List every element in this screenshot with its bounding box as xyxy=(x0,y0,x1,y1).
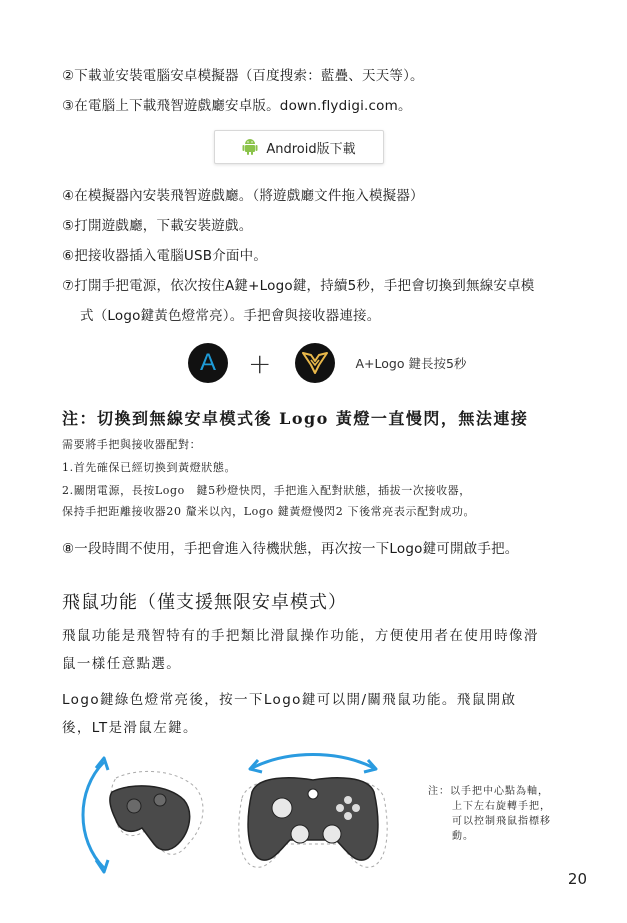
key-combo xyxy=(188,342,466,384)
step-8: ⑧一段時間不使用，手把會進入待機狀態，再次按一下Logo鍵可開啟手把。 xyxy=(62,541,519,557)
section-title: 飛鼠功能（僅支援無限安卓模式） xyxy=(62,592,347,613)
flydigi-logo-icon xyxy=(295,343,335,383)
note-line-1: 需要將手把與接收器配對： xyxy=(62,438,202,451)
mouse-usage-line-1: Logo鍵綠色燈常亮後，按一下Logo鍵可以開/關飛鼠功能。飛鼠開啟 xyxy=(62,692,517,708)
step-2: ②下載並安裝電腦安卓模擬器（百度搜索：藍疊、天天等）。 xyxy=(62,68,424,84)
key-combo-label: A+Logo 鍵長按5秒 xyxy=(355,356,467,371)
controller-side-illustration xyxy=(76,748,216,880)
step-7-line-2: 式（Logo鍵黃色燈常亮）。手把會與接收器連接。 xyxy=(80,308,381,324)
page-number: 20 xyxy=(567,870,587,888)
side-note-line-3: 可以控制飛鼠指標移 xyxy=(452,816,551,827)
side-note-line-4: 動。 xyxy=(452,831,474,842)
step-5: ⑤打開遊戲廳，下載安裝遊戲。 xyxy=(62,218,253,234)
step-3: ③在電腦上下載飛智遊戲廳安卓版。down.flydigi.com。 xyxy=(62,98,412,114)
a-key-icon: A xyxy=(188,343,228,383)
controller-front-illustration xyxy=(228,748,398,880)
mouse-desc-line-2: 鼠一樣任意點選。 xyxy=(62,656,182,672)
plus-sign: + xyxy=(248,346,272,380)
step-4: ④在模擬器內安裝飛智遊戲廳。（將遊戲廳文件拖入模擬器） xyxy=(62,188,424,204)
mouse-usage-line-2: 後，LT是滑鼠左鍵。 xyxy=(62,720,198,736)
side-note-line-2: 上下左右旋轉手把， xyxy=(452,801,551,812)
rotate-arrow-horizontal-icon xyxy=(252,755,374,769)
note-line-4: 保持手把距離接收器20 釐米以內，Logo 鍵黃燈慢閃2 下後常亮表示配對成功。 xyxy=(62,505,476,518)
step-7-line-1: ⑦打開手把電源，依次按住A鍵+Logo鍵，持續5秒，手把會切換到無線安卓模 xyxy=(62,278,535,294)
step-6: ⑥把接收器插入電腦USB介面中。 xyxy=(62,248,268,264)
android-icon xyxy=(242,138,258,156)
side-note-line-1: 注：以手把中心點為軸， xyxy=(428,786,549,797)
android-download-button[interactable] xyxy=(214,130,384,164)
note-line-3: 2.關閉電源，長按Logo 鍵5秒燈快閃，手把進入配對狀態，插拔一次接收器， xyxy=(62,484,471,497)
download-button-label: Android版下載 xyxy=(266,141,356,157)
rotate-arrow-vertical-icon xyxy=(83,762,104,868)
note-line-2: 1.首先確保已經切換到黃燈狀態。 xyxy=(62,461,237,474)
note-title: 注：切換到無線安卓模式後 Logo 黃燈一直慢閃，無法連接 xyxy=(62,409,529,428)
mouse-desc-line-1: 飛鼠功能是飛智特有的手把類比滑鼠操作功能，方便使用者在使用時像滑 xyxy=(62,628,539,644)
